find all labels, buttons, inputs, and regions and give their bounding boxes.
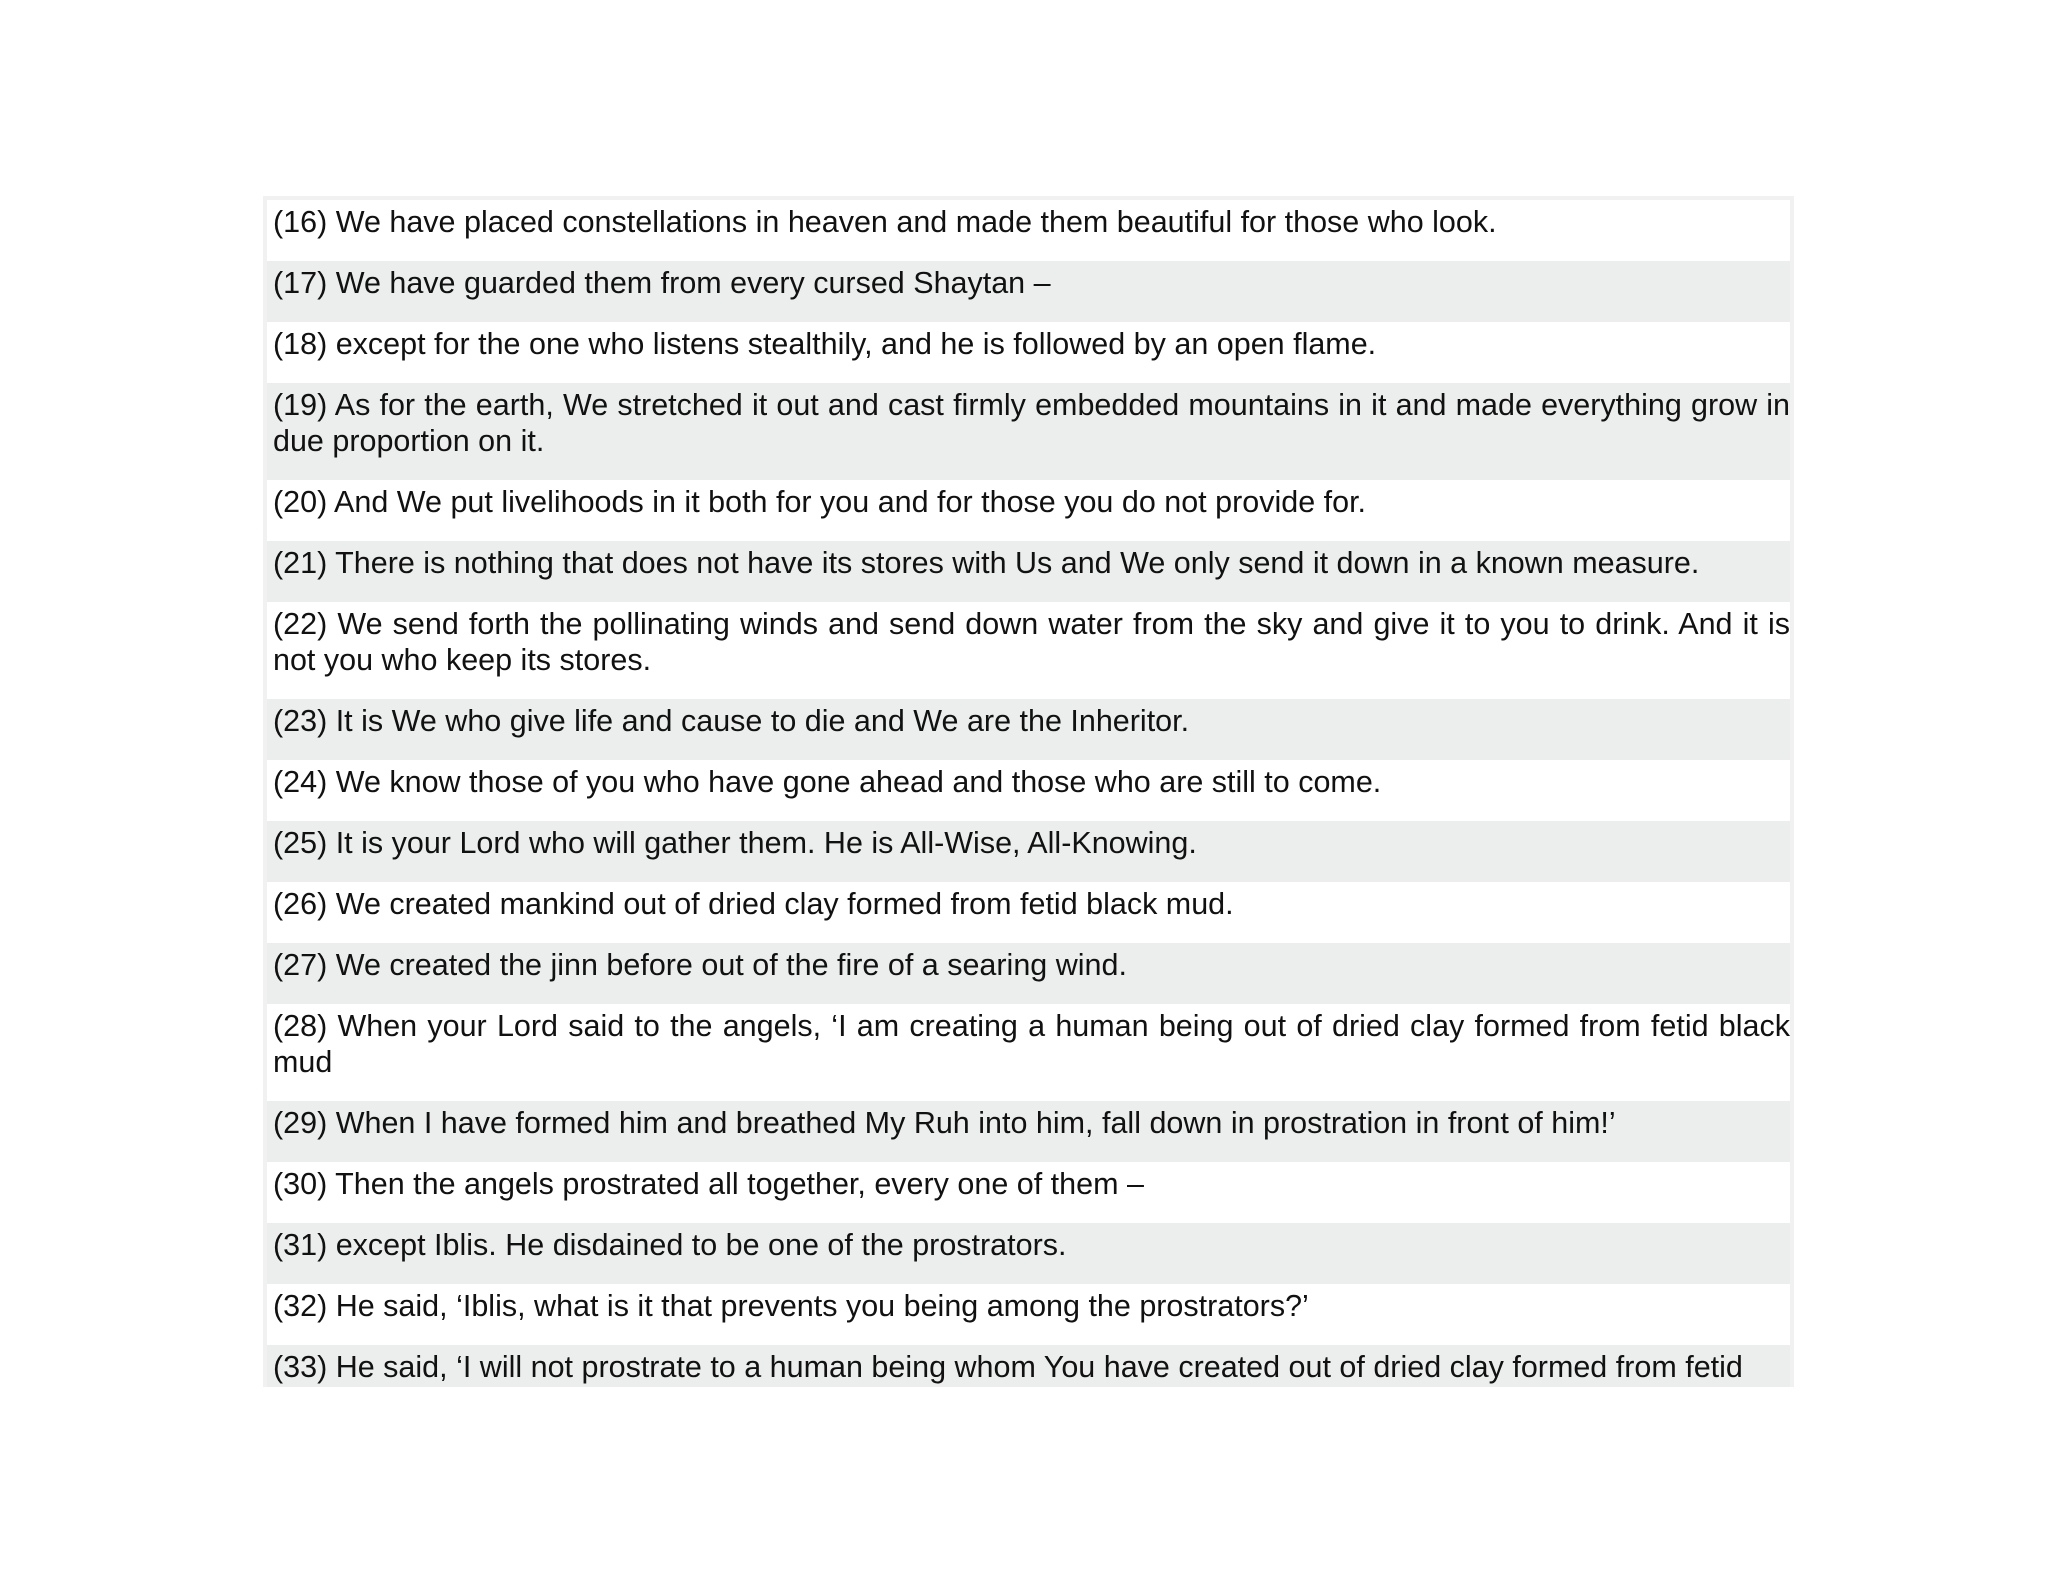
verse-row-22: (22) We send forth the pollinating winds and send down water from the sky and give it to you to drink. And it is not you who keep its stores. <box>267 602 1790 699</box>
verse-row-24: (24) We know those of you who have gone ahead and those who are still to come. <box>267 760 1790 821</box>
verse-row-33: (33) He said, ‘I will not prostrate to a human being whom You have created out of dried clay formed from fetid <box>267 1345 1790 1387</box>
verse-row-21: (21) There is nothing that does not have its stores with Us and We only send it down in a known measure. <box>267 541 1790 602</box>
verse-row-17: (17) We have guarded them from every cursed Shaytan – <box>267 261 1790 322</box>
verse-row-25: (25) It is your Lord who will gather them. He is All-Wise, All-Knowing. <box>267 821 1790 882</box>
verse-row-30: (30) Then the angels prostrated all together, every one of them – <box>267 1162 1790 1223</box>
verse-row-18: (18) except for the one who listens stealthily, and he is followed by an open flame. <box>267 322 1790 383</box>
verse-table <box>263 196 1794 1387</box>
verse-row-26: (26) We created mankind out of dried clay formed from fetid black mud. <box>267 882 1790 943</box>
verse-row-31: (31) except Iblis. He disdained to be one of the prostrators. <box>267 1223 1790 1284</box>
verse-row-23: (23) It is We who give life and cause to die and We are the Inheritor. <box>267 699 1790 760</box>
verse-row-19: (19) As for the earth, We stretched it out and cast firmly embedded mountains in it and made everything grow in due proportion on it. <box>267 383 1790 480</box>
verse-row-29: (29) When I have formed him and breathed My Ruh into him, fall down in prostration in front of him!’ <box>267 1101 1790 1162</box>
verse-row-16: (16) We have placed constellations in heaven and made them beautiful for those who look. <box>267 200 1790 261</box>
verse-row-28: (28) When your Lord said to the angels, ‘I am creating a human being out of dried clay formed from fetid black mud <box>267 1004 1790 1101</box>
verse-row-32: (32) He said, ‘Iblis, what is it that prevents you being among the prostrators?’ <box>267 1284 1790 1345</box>
verse-row-27: (27) We created the jinn before out of the fire of a searing wind. <box>267 943 1790 1004</box>
verse-row-20: (20) And We put livelihoods in it both for you and for those you do not provide for. <box>267 480 1790 541</box>
